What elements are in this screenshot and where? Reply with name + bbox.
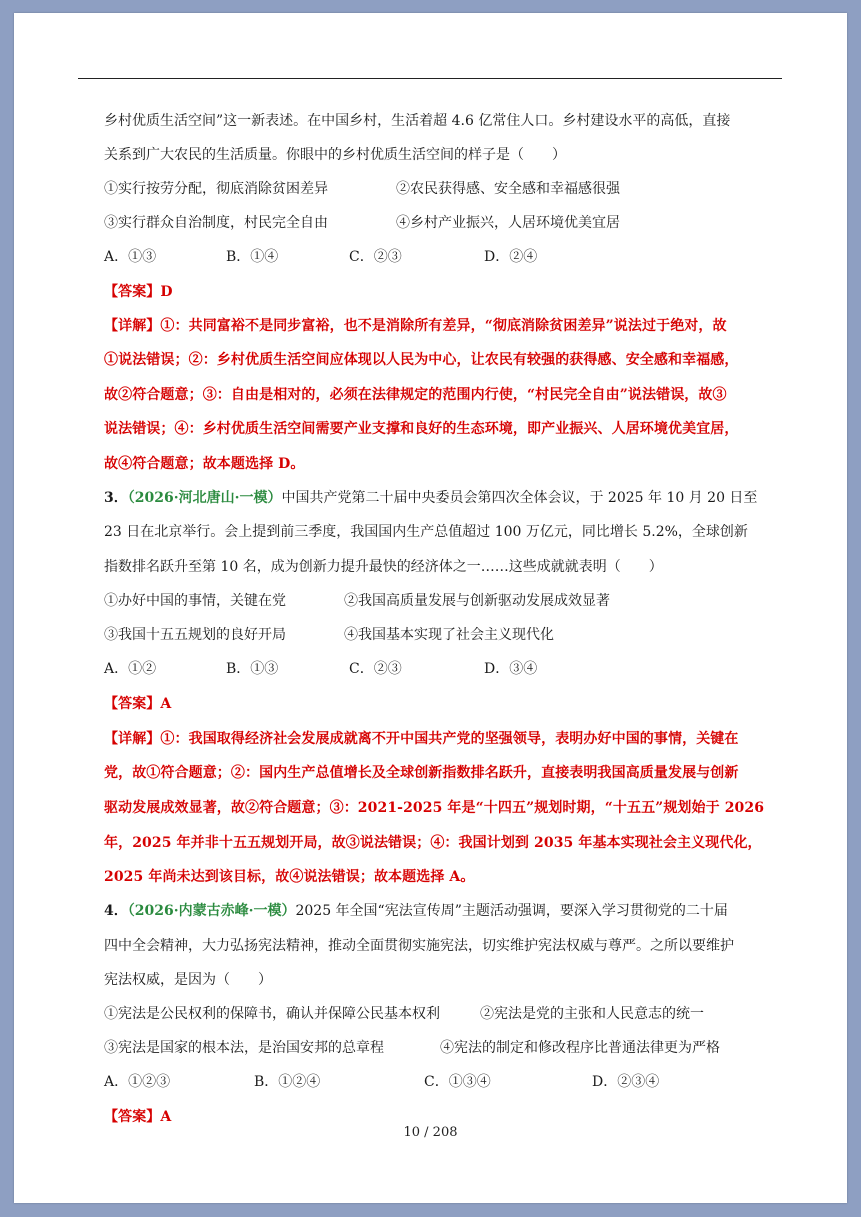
q4-choice-a: A．①②③ [104,1074,171,1090]
q3-choice-a: A．①② [104,661,157,677]
q2-statement-2: ②农民获得感、安全感和幸福感很强 [396,181,620,197]
q3-statement-1: ①办好中国的事情，关键在党 [104,593,286,609]
q3-choice-b: B．①③ [226,661,279,677]
q2-detail-line-5: 故④符合题意；故本题选择 D。 [104,456,305,472]
q4-choice-b: B．①②④ [254,1074,321,1090]
q2-statement-3: ③实行群众自治制度，村民完全自由 [104,215,328,231]
q3-detail-line-5: 2025 年尚未达到该目标，故④说法错误；故本题选择 A。 [104,869,475,885]
q2-statement-1: ①实行按劳分配，彻底消除贫困差异 [104,181,328,197]
q4-source: （2026·内蒙古赤峰·一模） [127,903,296,919]
q4-statement-1: ①宪法是公民权利的保障书，确认并保障公民基本权利 [104,1006,440,1022]
q2-choice-a: A．①③ [104,249,157,265]
document-page [14,13,847,1203]
q4-statement-3: ③宪法是国家的根本法，是治国安邦的总章程 [104,1040,384,1056]
q2-choice-c: C．②③ [349,249,402,265]
q3-choice-d: D．③④ [484,661,538,677]
q3-detail-line-4: 年，2025 年并非十五五规划开局，故③说法错误；④：我国计划到 2035 年基本实现社会主义现代化， [104,835,762,851]
q2-choice-d: D．②④ [484,249,538,265]
q3-number: 3． [104,490,128,506]
q2-stem-line-1: 乡村优质生活空间”这一新表述。在中国乡村，生活着超 4.6 亿常住人口。乡村建设水平的高低，直接 [104,113,731,129]
q2-detail-line-1: 【详解】①：共同富裕不是同步富裕，也不是消除所有差异，“彻底消除贫困差异”说法过于绝对，故 [104,318,727,334]
q3-statement-2: ②我国高质量发展与创新驱动发展成效显著 [344,593,610,609]
q3-stem-line-2: 23 日在北京举行。会上提到前三季度，我国国内生产总值超过 100 万亿元，同比增长 5.2%，全球创新 [104,524,748,540]
q4-stem-text: 2025 年全国“宪法宣传周”主题活动强调，要深入学习贯彻党的二十届 [295,903,728,919]
q2-answer: 【答案】D [104,284,173,300]
q2-stem-line-2: 关系到广大农民的生活质量。你眼中的乡村优质生活空间的样子是（ ） [104,147,566,163]
q3-statement-4: ④我国基本实现了社会主义现代化 [344,627,554,643]
header-rule [78,78,782,79]
q2-choice-b: B．①④ [226,249,279,265]
q3-stem-text: 中国共产党第二十届中央委员会第四次全体会议，于 2025 年 10 月 20 日至 [281,490,758,506]
q3-source: （2026·河北唐山·一模） [127,490,282,506]
q2-detail-line-2: ①说法错误；②：乡村优质生活空间应体现以人民为中心，让农民有较强的获得感、安全感和幸福感， [104,352,739,368]
q4-statement-4: ④宪法的制定和修改程序比普通法律更为严格 [440,1040,720,1056]
q4-number: 4． [104,903,128,919]
q3-choice-c: C．②③ [349,661,402,677]
q3-stem-line-3: 指数排名跃升至第 10 名，成为创新力提升最快的经济体之一……这些成就就表明（ ） [104,559,663,575]
q4-answer: 【答案】A [104,1109,172,1125]
q4-stem-line-3: 宪法权威，是因为（ ） [104,972,272,988]
q3-detail-line-2: 党，故①符合题意；②：国内生产总值增长及全球创新指数排名跃升，直接表明我国高质量发展与创新 [104,765,739,781]
q4-stem-line-2: 四中全会精神，大力弘扬宪法精神，推动全面贯彻实施宪法，切实维护宪法权威与尊严。之所以要维护 [104,938,734,954]
q2-statement-4: ④乡村产业振兴，人居环境优美宜居 [396,215,620,231]
q4-statement-2: ②宪法是党的主张和人民意志的统一 [480,1006,704,1022]
page-number: 10 / 208 [403,1125,458,1140]
q2-detail-line-4: 说法错误；④：乡村优质生活空间需要产业支撑和良好的生态环境，即产业振兴、人居环境优美宜居， [104,421,739,437]
q4-choice-c: C．①③④ [424,1074,491,1090]
q3-statement-3: ③我国十五五规划的良好开局 [104,627,286,643]
q3-stem-line-1 [104,488,757,508]
q3-answer: 【答案】A [104,696,172,712]
q3-detail-line-1: 【详解】①：我国取得经济社会发展成就离不开中国共产党的坚强领导，表明办好中国的事情，关键在 [104,731,739,747]
q3-detail-line-3: 驱动发展成效显著，故②符合题意；③：2021-2025 年是“十四五”规划时期，“十五五”规划始于 2026 [104,800,765,816]
q4-stem-line-1 [104,901,728,921]
q4-choice-d: D．②③④ [592,1074,660,1090]
q2-detail-line-3: 故②符合题意；③：自由是相对的，必须在法律规定的范围内行使，“村民完全自由”说法错误，故③ [104,387,727,403]
